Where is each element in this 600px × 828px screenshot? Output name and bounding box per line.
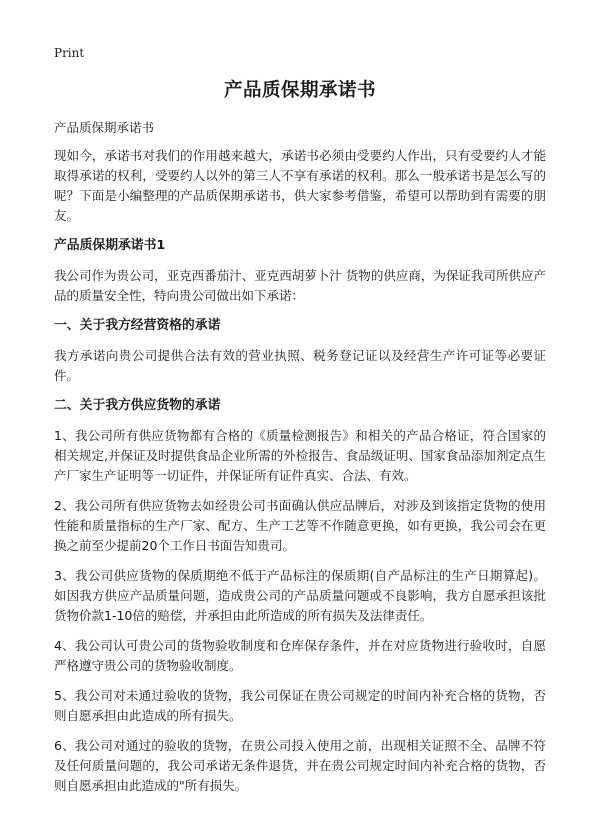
goods-item: 5、我公司对未通过验收的货物，我公司保证在贵公司规定的时间内补充合格的货物，否则自愿承担由此造成的所有损失。	[54, 688, 546, 723]
intro-paragraph: 现如今，承诺书对我们的作用越来越大，承诺书必须由受要约人作出，只有受要约人才能取得承诺的权利，受要约人以外的第三人不享有承诺的权利。那么一般承诺书是怎么写的呢？下面是小编整理的产品质保期承诺书，供大家参考借鉴，希望可以帮助到有需要的朋友。	[54, 148, 546, 223]
goods-item: 3、我公司供应货物的保质期绝不低于产品标注的保质期(自产品标注的生产日期算起)。如因我方供应产品质量问题，造成贵公司的产品质量问题或不良影响，我方自愿承担该批货物价款1-10倍的赔偿，并承担由此所造成的所有损失及法律责任。	[54, 568, 546, 623]
heading-goods: 二、关于我方供应货物的承诺	[54, 398, 221, 413]
goods-item: 4、我公司认可贵公司的货物验收制度和仓库保存条件，并在对应货物进行验收时，自愿严格遵守贵公司的货物验收制度。	[54, 638, 546, 673]
document-body	[54, 78, 546, 806]
document-subtitle: 产品质保期承诺书	[54, 120, 155, 135]
goods-item: 6、我公司对通过的验收的货物，在贵公司投入使用之前，出现相关证照不全、品牌不符及任何质量问题的，我公司承诺无条件退货，并在贵公司规定时间内补充合格的货物，否则自愿承担由此造成的"所有损失。	[54, 738, 546, 793]
qualification-paragraph: 我方承诺向贵公司提供合法有效的营业执照、税务登记证以及经营生产许可证等必要证件。	[54, 348, 546, 383]
document-title: 产品质保期承诺书	[223, 80, 376, 101]
goods-item: 1、我公司所有供应货物都有合格的《质量检测报告》和相关的产品合格证，符合国家的相关规定,并保证及时提供食品企业所需的外检报告、食品级证明、国家食品添加剂定点生产厂家生产证明等一切证件，并保证所有证件真实、合法、有效。	[54, 428, 546, 483]
section1-intro: 我公司作为贵公司，亚克西番茄汁、亚克西胡萝卜汁 货物的供应商，为保证我司所供应产品的质量安全性，特向贵公司做出如下承诺：	[54, 268, 546, 303]
heading-qualification: 一、关于我方经营资格的承诺	[54, 318, 221, 333]
goods-item: 2、我公司所有供应货物去如经贵公司书面确认供应品牌后，对涉及到该指定货物的使用性能和质量指标的生产厂家、配方、生产工艺等不作随意更换，如有更换，我公司会在更换之前至少提前20个工作日书面告知贵司。	[54, 498, 546, 553]
section1-title: 产品质保期承诺书1	[54, 238, 166, 253]
print-link[interactable]: Print	[54, 46, 85, 60]
